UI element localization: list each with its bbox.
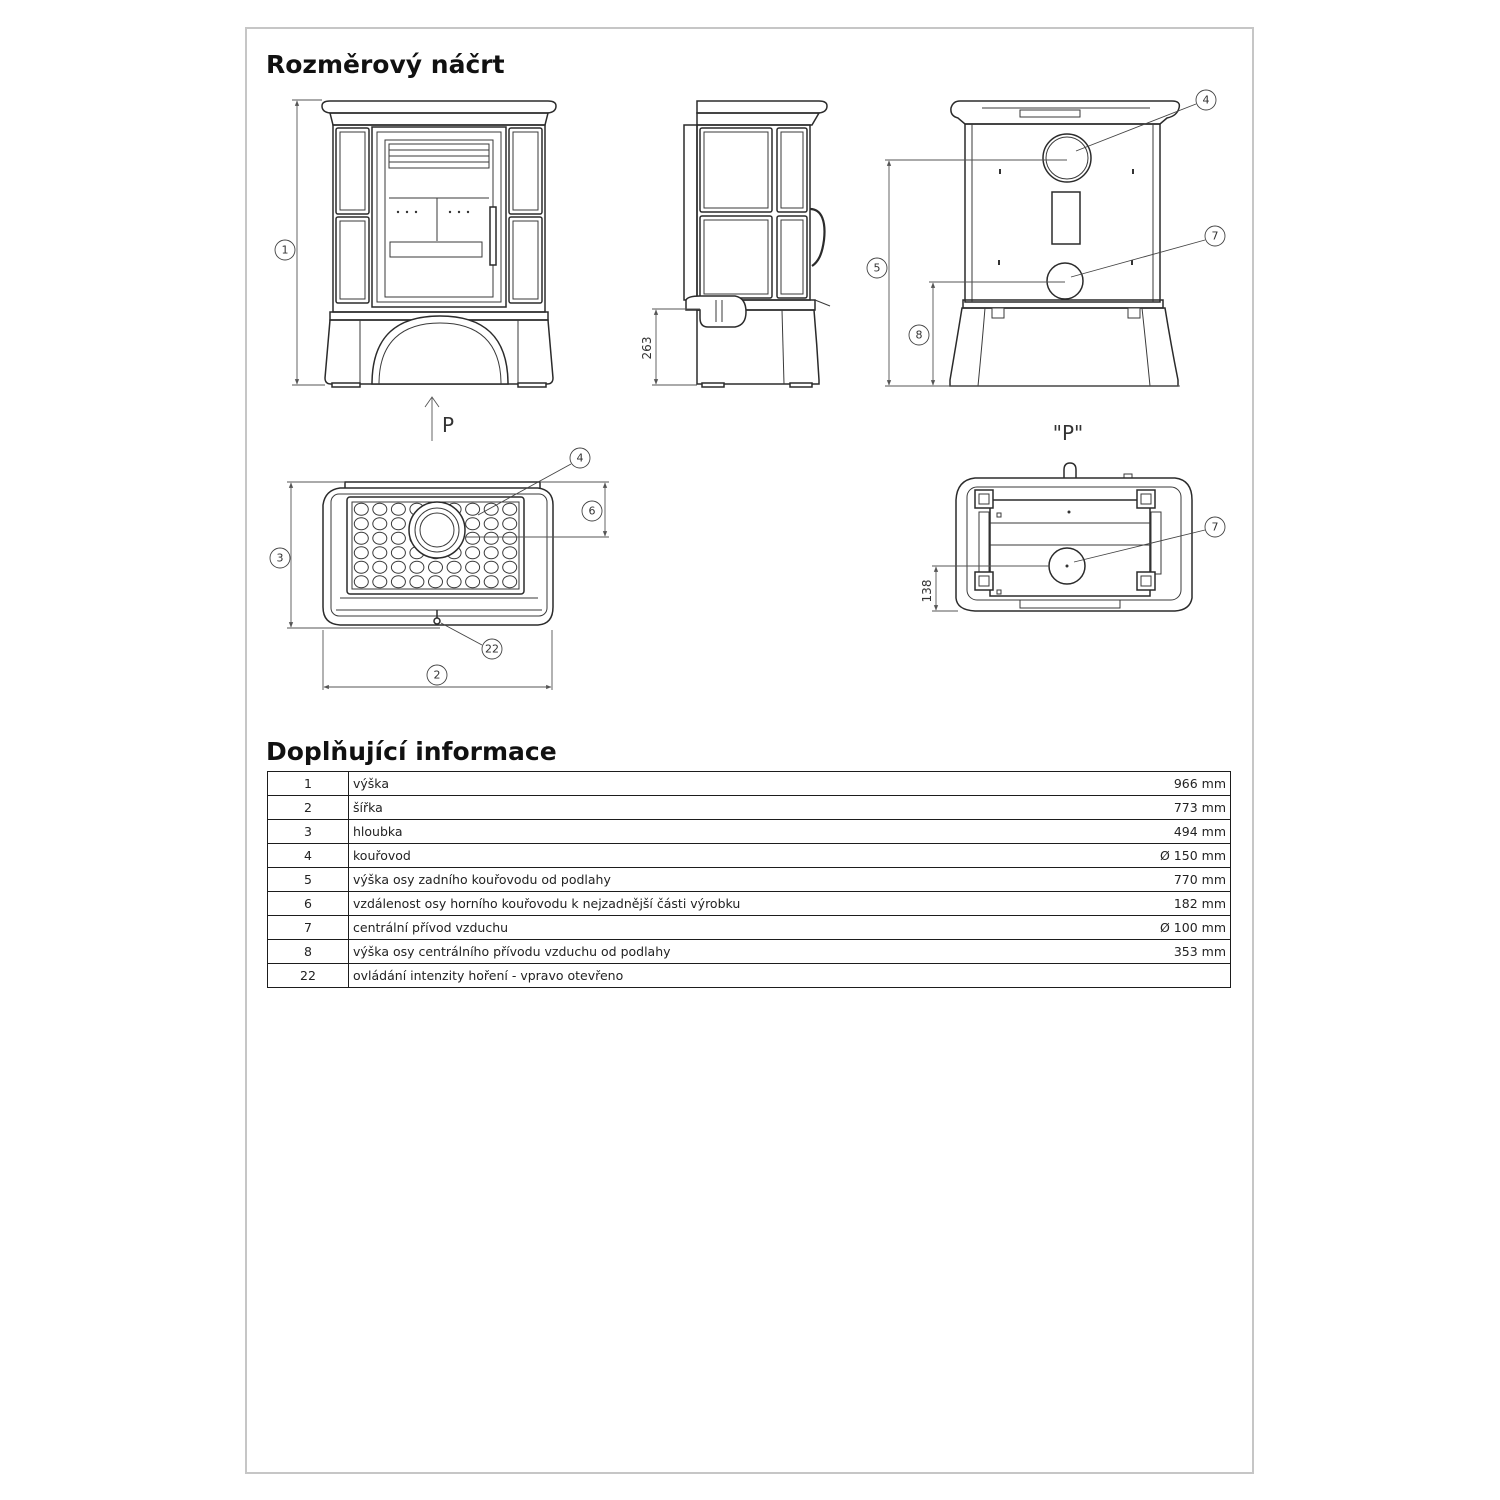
side-tile-inner [704,220,768,294]
callout-5 [867,258,887,278]
callout-2-label: 2 [433,668,441,682]
view-arrow [425,397,454,441]
row-value: 353 mm [1173,944,1226,959]
callout-1 [275,240,295,260]
table-row [268,916,1231,940]
door-dot [458,211,460,213]
rear-bracket [1128,308,1140,318]
callout-8-label: 8 [915,328,923,342]
side-foot [702,383,724,387]
callout-1-label: 1 [281,243,289,257]
row-label: ovládání intenzity hoření - vpravo otevřeno [353,968,624,983]
table-row [268,796,1231,820]
front-molding [330,113,548,125]
door-dot [449,211,451,213]
row-content [349,964,1231,988]
rear-slot [1052,192,1080,244]
row-number: 2 [268,796,349,820]
front-tile [336,128,369,214]
callout-22-label: 22 [485,642,499,656]
screw [998,260,1000,265]
bottom-front-bar [1020,600,1120,608]
row-number: 5 [268,868,349,892]
door-dot [415,211,417,213]
front-door-frame [377,132,501,302]
row-number: 3 [268,820,349,844]
bottom-view [956,463,1192,611]
table-row [268,772,1231,796]
row-content [349,820,1231,844]
side-molding [697,113,819,125]
table-row [268,964,1231,988]
callout-3-label: 3 [276,551,284,565]
side-tile-inner [781,132,803,208]
callout-8 [909,325,929,345]
row-value: 182 mm [1173,896,1226,911]
bottom-center-mark [1068,511,1071,514]
front-tile [336,217,369,303]
dimension-height [292,100,325,385]
rear-base-band [963,300,1163,308]
bottom-bracket [1137,490,1155,508]
front-view [322,101,556,387]
callout-6 [582,501,602,521]
callout-5-label: 5 [873,261,881,275]
side-rear-outlet [815,300,830,306]
row-number: 8 [268,940,349,964]
table-row [268,820,1231,844]
row-number: 22 [268,964,349,988]
row-value: Ø 100 mm [1160,920,1226,935]
rear-body [965,124,1160,302]
side-base-divider [782,310,784,384]
front-log-bar [390,242,482,257]
dimension-138-label: 138 [920,579,934,603]
table-row [268,892,1231,916]
side-foot [790,383,812,387]
front-door-handle [490,207,496,265]
rear-screws [998,169,1134,265]
dimension-rear [885,160,1180,386]
row-number: 7 [268,916,349,940]
rear-leg-edge [978,308,985,386]
row-content [349,940,1231,964]
row-content [349,892,1231,916]
table-row [268,940,1231,964]
door-dot [467,211,469,213]
info-heading: Doplňující informace [266,737,557,766]
row-content [349,772,1231,796]
row-content [349,796,1231,820]
row-label: hloubka [353,824,403,839]
front-tile [509,217,542,303]
dimension-side [640,309,700,385]
row-value: 770 mm [1173,872,1226,887]
side-handle [810,209,824,266]
callout-4-top-label: 4 [576,451,584,465]
bottom-air-inlet-center [1066,565,1069,568]
front-tile [509,128,542,214]
row-label: centrální přívod vzduchu [353,920,509,935]
front-base-arch [372,316,508,384]
front-foot [332,383,360,387]
bottom-bracket [975,572,993,590]
front-door-glass [385,140,493,297]
row-content [349,868,1231,892]
callout-22 [441,623,502,659]
bottom-bracket [975,490,993,508]
callout-7-bottom-label: 7 [1211,520,1219,534]
rear-view [950,101,1179,386]
rear-bracket [992,308,1004,318]
row-number: 1 [268,772,349,796]
row-label: kouřovod [353,848,411,863]
top-flue-collar [409,502,465,558]
table-row [268,844,1231,868]
row-number: 4 [268,844,349,868]
rear-top-plate [951,101,1179,124]
table-row [268,868,1231,892]
front-top-plate [322,101,556,113]
bottom-hook [1064,463,1076,478]
rear-flue-outlet-inner [1046,137,1088,179]
side-tile [700,128,772,212]
front-tile-inner [340,132,365,210]
row-label: šířka [353,800,383,815]
row-label: výška osy centrálního přívodu vzduchu od podlahy [353,944,671,959]
front-foot [518,383,546,387]
front-door [372,127,506,307]
callout-7-rear-label: 7 [1211,229,1219,243]
door-dot [406,211,408,213]
callout-2 [427,665,447,685]
top-control-knob [434,618,440,624]
row-label: výška osy zadního kouřovodu od podlahy [353,872,611,887]
bottom-post [979,512,989,574]
bottom-screw [997,590,1001,594]
rear-air-inlet [1047,263,1083,299]
side-top-plate [697,101,827,113]
row-content [349,916,1231,940]
side-door-profile [684,125,697,300]
bottom-bracket [1137,572,1155,590]
row-label: vzdálenost osy horního kouřovodu k nejzadnější části výrobku [353,896,741,911]
screw [999,169,1001,174]
row-value: 773 mm [1173,800,1226,815]
row-value: Ø 150 mm [1160,848,1226,863]
row-content [349,844,1231,868]
door-dot [397,211,399,213]
front-tile-inner [513,221,538,299]
dimension-drawing [0,0,1500,720]
callout-3 [270,548,290,568]
row-value: 966 mm [1173,776,1226,791]
row-number: 6 [268,892,349,916]
side-tile-inner [704,132,768,208]
rear-leg-edge [1142,308,1150,386]
screw [1132,169,1134,174]
front-tile-inner [513,132,538,210]
row-value: 494 mm [1173,824,1226,839]
dimension-263-label: 263 [640,336,654,360]
side-tile [700,216,772,298]
sketch-heading: Rozměrový náčrt [266,50,505,79]
rear-flue-outlet [1043,134,1091,182]
front-door-dots [397,211,469,213]
callout-6-label: 6 [588,504,596,518]
callout-4-rear-label: 4 [1202,93,1210,107]
side-view [684,101,830,387]
side-tile-inner [781,220,803,294]
bottom-screw [997,513,1001,517]
info-table [267,771,1231,988]
bottom-view-title: "P" [1052,421,1084,445]
front-tile-inner [340,221,365,299]
callout-7-rear [1071,226,1225,277]
top-view [323,482,553,625]
row-label: výška [353,776,389,791]
view-arrow-label: P [442,413,455,437]
